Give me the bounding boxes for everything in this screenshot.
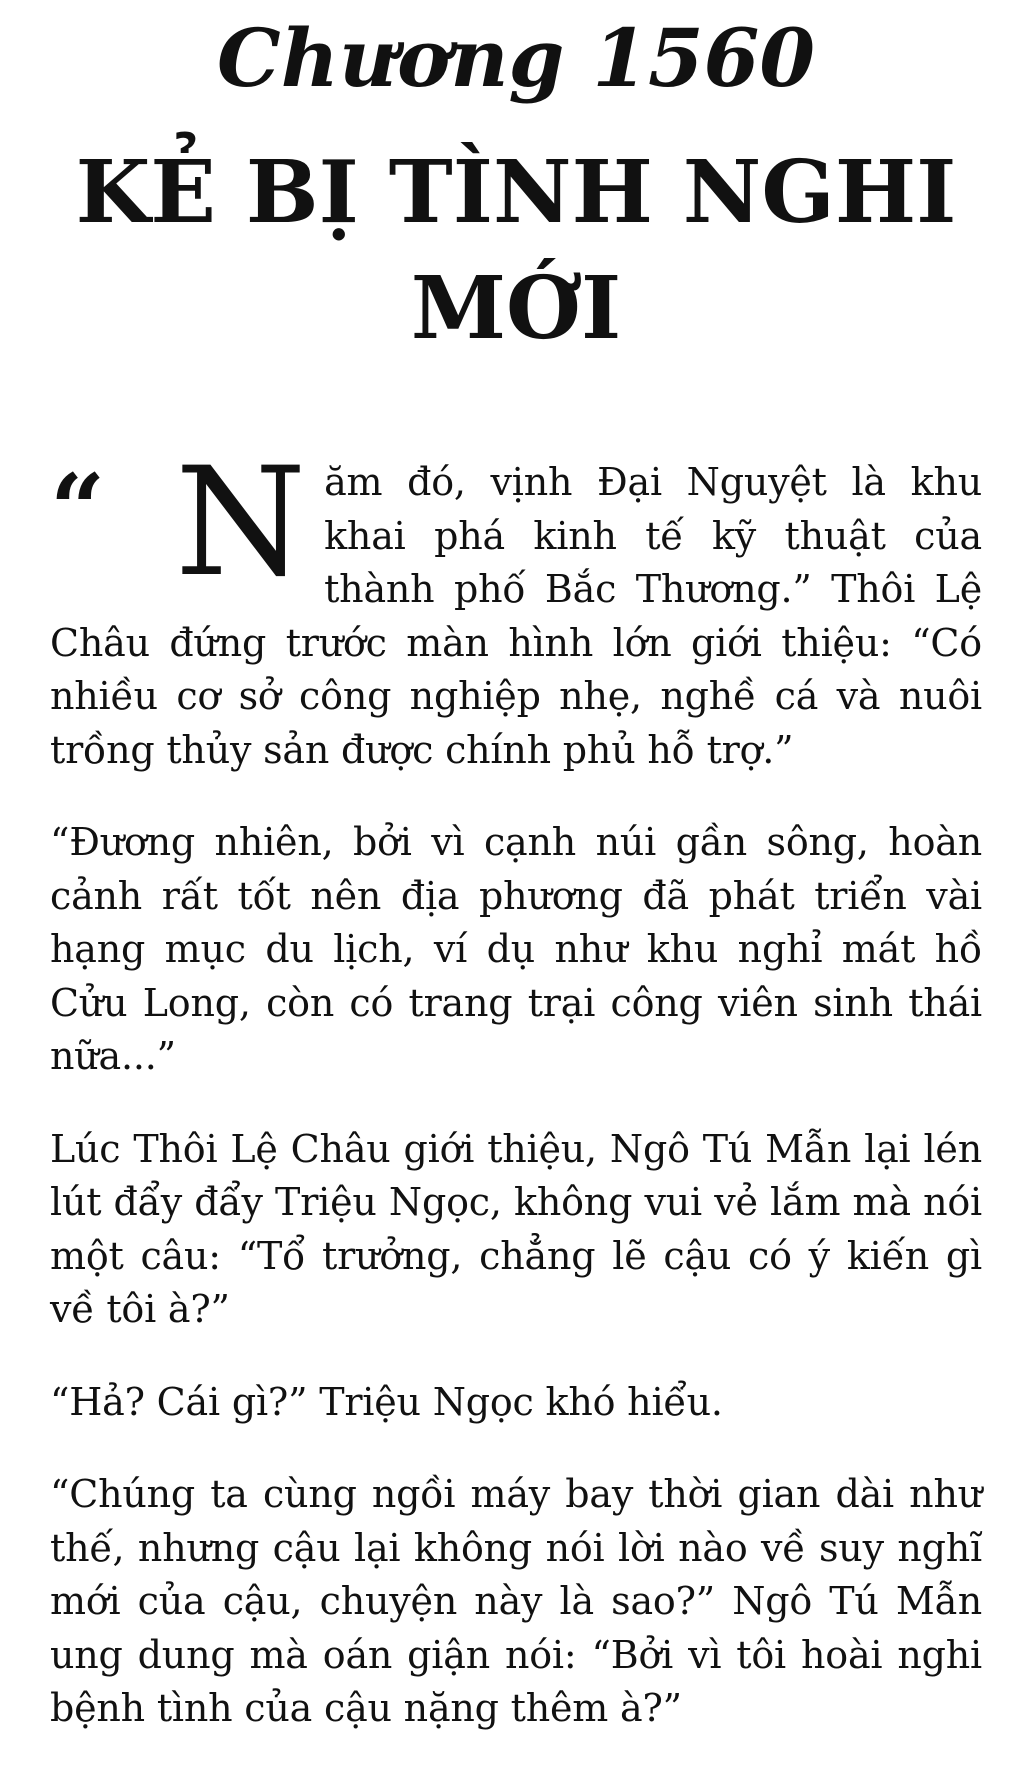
paragraph-3: Lúc Thôi Lệ Châu giới thiệu, Ngô Tú Mẫn lại lén lút đẩy đẩy Triệu Ngọc, không vui vẻ lắm mà nói một câu: “Tổ trưởng, chẳng lẽ cậu có ý kiến gì về tôi à?” bbox=[50, 1126, 982, 1331]
chapter-title bbox=[0, 135, 1032, 367]
paragraph-1-text: ăm đó, vịnh Đại Nguyệt là khu khai phá kinh tế kỹ thuật của thành phố Bắc Thương.” Thôi Lệ Châu đứng trước màn hình lớn giới thiệu: “Có nhiều cơ sở công nghiệp nhẹ, nghề cá và nuôi trồng thủy sản được chính phủ hỗ trợ.” bbox=[50, 460, 982, 772]
opening-quote-mark: “ bbox=[50, 453, 106, 566]
paragraph-4: “Hả? Cái gì?” Triệu Ngọc khó hiểu. bbox=[50, 1379, 723, 1424]
chapter-title-line-1: KẺ BỊ TÌNH NGHI bbox=[75, 142, 957, 243]
paragraph-1 bbox=[50, 436, 982, 777]
paragraph-5: “Chúng ta cùng ngồi máy bay thời gian dài như thế, nhưng cậu lại không nói lời nào về suy nghĩ mới của cậu, chuyện này là sao?” Ngô Tú Mẫn ung dung mà oán giận nói: “Bởi vì tôi hoài nghi bệnh tình của cậu nặng thêm à?” bbox=[50, 1472, 982, 1730]
chapter-number: Chương 1560 bbox=[217, 11, 815, 105]
paragraph-2: “Đương nhiên, bởi vì cạnh núi gần sông, hoàn cảnh rất tốt nên địa phương đã phát triển vài hạng mục du lịch, ví dụ như khu nghỉ mát hồ Cửu Long, còn có trang trại công viên sinh thái nữa...” bbox=[50, 820, 982, 1078]
chapter-body bbox=[50, 436, 982, 1775]
drop-cap-letter: N bbox=[175, 436, 307, 610]
chapter-title-line-2: MỚI bbox=[410, 258, 622, 359]
